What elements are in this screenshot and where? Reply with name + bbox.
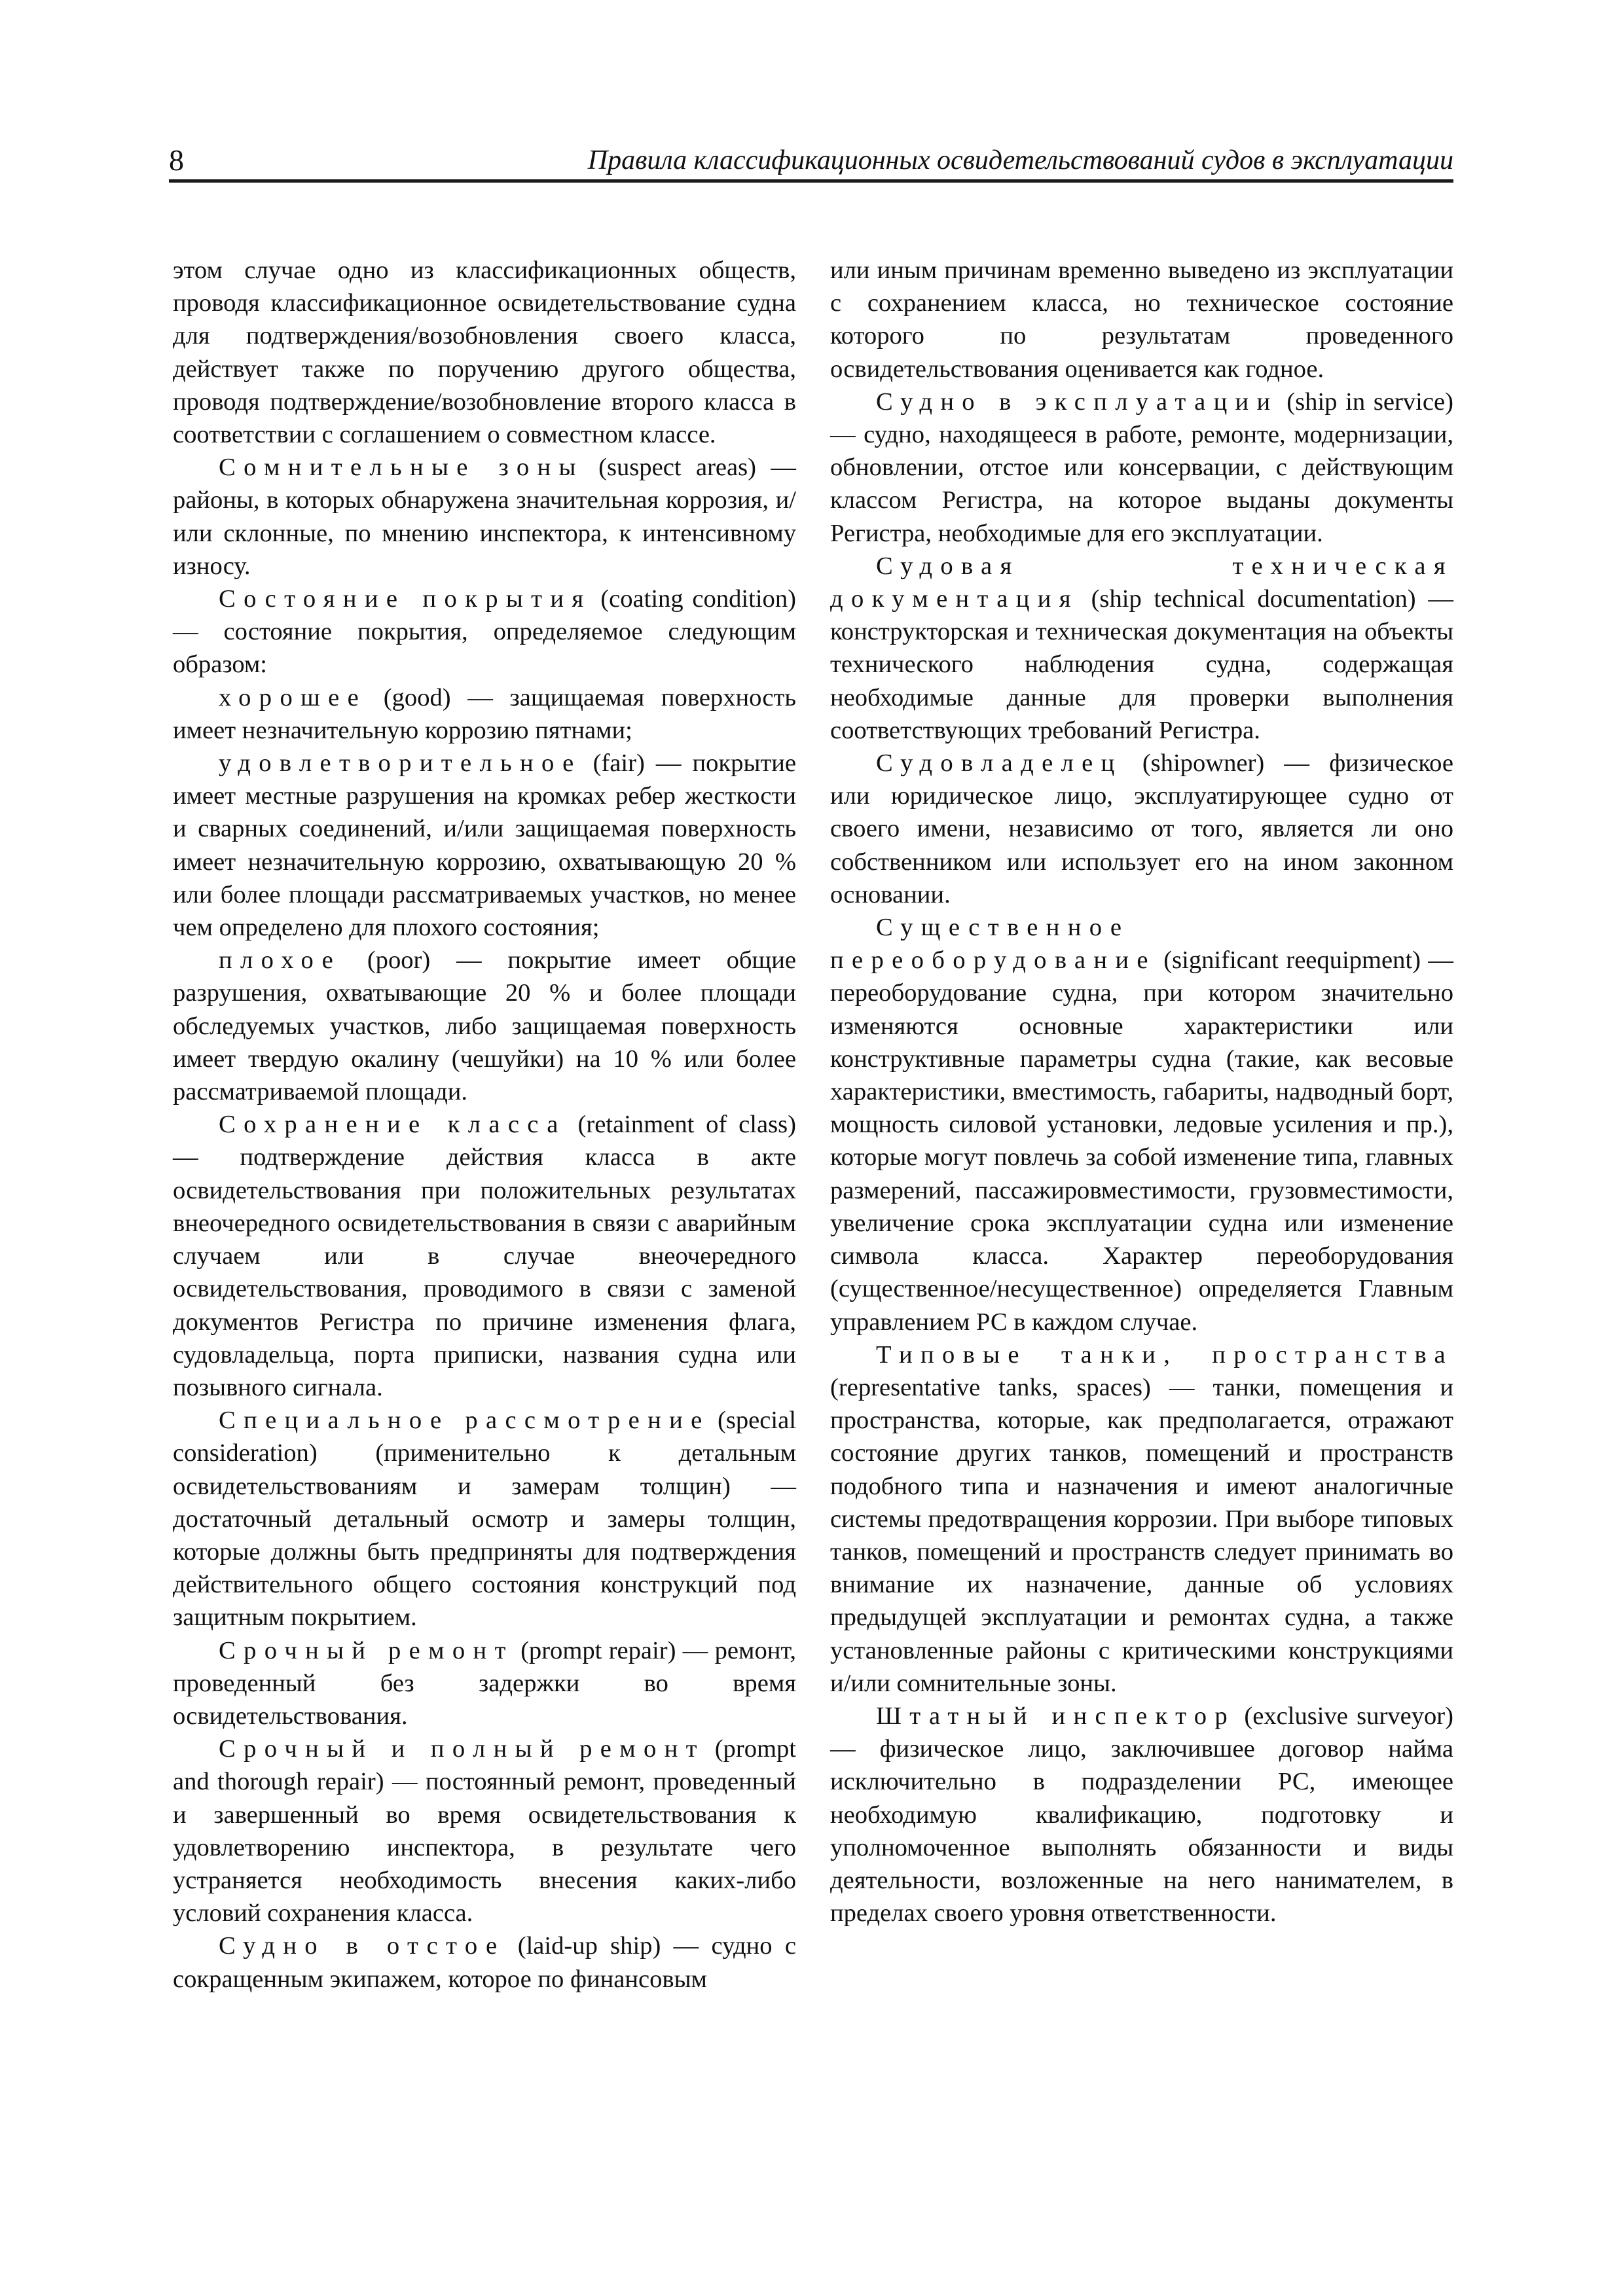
page-header bbox=[169, 139, 1453, 183]
running-title: Правила классификационных освидетельствований судов в эксплуатации bbox=[587, 145, 1453, 175]
definition-text: (special consideration) (применительно к детальным освидетельствованиям и замерам толщин) — достаточный детальный осмотр и замеры толщин, которые должны быть предприняты для подтверждения действительного общего состояния конструкций под защитным покрытием. bbox=[173, 1407, 796, 1632]
definition-paragraph bbox=[173, 1108, 796, 1404]
definition-text: (suspect areas) — районы, в которых обнаружена значительная коррозия, и/или склонные, по мнению инспектора, к интенсивному износу. bbox=[173, 454, 796, 580]
defined-term: удовлетворительное bbox=[219, 749, 582, 778]
defined-term: Специальное рассмотрение bbox=[219, 1407, 710, 1435]
definition-text: (significant reequipment) — переоборудование судна, при котором значительно изменяются основные характеристики или конструктивные параметры судна (такие, как весовые характеристики, вместимость, габариты, надводный борт, мощность силовой установки, ледовые усиления и пр.), которые могут повлечь за собой изменение типа, главных размерений, пассажировместимости, грузовместимости, увеличение срока эксплуатации судна или изменение символа класса. Характер переоборудования (существенное/несущественное) определяется Главным управлением РС в каждом случае. bbox=[830, 946, 1453, 1336]
definition-paragraph bbox=[173, 451, 796, 583]
paragraph bbox=[830, 254, 1453, 386]
definition-text: этом случае одно из классификационных обществ, проводя классификационное освидетельствование судна для подтверждения/возобновления своего класса, действует также по поручению другого общества, проводя подтверждение/возобновление второго класса в соответствии с соглашением о совместном классе. bbox=[173, 257, 796, 449]
defined-term: Сохранение класса bbox=[219, 1111, 566, 1139]
definition-text: (prompt repair) — ремонт, проведенный без задержки во время освидетельствования. bbox=[173, 1636, 796, 1730]
definition-paragraph bbox=[173, 1929, 796, 1995]
definition-paragraph bbox=[173, 747, 796, 944]
paragraph bbox=[173, 254, 796, 451]
definition-text: (ship technical documentation) — конструкторская и техническая документация на объекты технического наблюдения судна, содержащая необходимые данные для проверки выполнения соответствующих требований Регистра. bbox=[830, 585, 1453, 744]
defined-term: Судовая техническая документация bbox=[830, 552, 1453, 613]
definition-paragraph bbox=[173, 1404, 796, 1634]
defined-term: Сомнительные зоны bbox=[219, 454, 584, 482]
defined-term: Судно в эксплуатации bbox=[876, 387, 1279, 416]
defined-term: хорошее bbox=[219, 683, 367, 711]
definition-text: (exclusive surveyor) — физическое лицо, заключившее договор найма исключительно в подразделении РС, имеющее необходимую квалификацию, подготовку и уполномоченное выполнять обязанности и виды деятельности, возложенные на него нанимателем, в пределах своего уровня ответственности. bbox=[830, 1702, 1453, 1928]
definition-text: (ship in service) — судно, находящееся в работе, ремонте, модернизации, обновлении, отстое или консервации, с действующим классом Регистра, на которое выданы документы Регистра, необходимые для его эксплуатации. bbox=[830, 387, 1453, 547]
defined-term: Штатный инспектор bbox=[876, 1702, 1236, 1730]
page-number: 8 bbox=[169, 143, 184, 177]
definition-text: (laid-up ship) — судно с сокращенным экипажем, которое по финансовым bbox=[173, 1932, 796, 1993]
definition-paragraph bbox=[830, 1338, 1453, 1700]
definition-paragraph bbox=[173, 681, 796, 747]
definition-text: (retainment of class) — подтверждение действия класса в акте освидетельствования при положительных результатах внеочередного освидетельствования в связи с аварийным случаем или в случае внеочередного освидетельствования, проводимого в связи с заменой документов Регистра по причине изменения флага, судовладельца, порта приписки, названия судна или позывного сигнала. bbox=[173, 1111, 796, 1401]
defined-term: Судовладелец bbox=[876, 749, 1123, 778]
definition-text: (representative tanks, spaces) — танки, помещения и пространства, которые, как предполагается, отражают состояние других танков, помещений и пространств подобного типа и назначения и имеют аналогичные системы предотвращения коррозии. При выборе типовых танков, помещений и пространств следует принимать во внимание их назначение, данные об условиях предыдущей эксплуатации и ремонтах судна, а также установленные районы с критическими конструкциями и/или сомнительные зоны. bbox=[830, 1373, 1453, 1697]
definition-text: (prompt and thorough repair) — постоянный ремонт, проведенный и завершенный во время освидетельствования к удовлетворению инспектора, в результате чего устраняется необходимость внесения каких-либо условий сохранения класса. bbox=[173, 1735, 796, 1928]
defined-term: Существенное переоборудование bbox=[830, 914, 1156, 975]
definition-paragraph bbox=[830, 911, 1453, 1338]
definition-text: или иным причинам временно выведено из эксплуатации с сохранением класса, но техническое состояние которого по результатам проведенного освидетельствования оценивается как годное. bbox=[830, 257, 1453, 383]
definition-paragraph bbox=[173, 944, 796, 1108]
defined-term: Срочный и полный ремонт bbox=[219, 1735, 705, 1763]
defined-term: Состояние покрытия bbox=[219, 585, 592, 613]
left-column bbox=[173, 254, 796, 1996]
defined-term: Срочный ремонт bbox=[219, 1636, 514, 1664]
definition-paragraph bbox=[830, 386, 1453, 550]
defined-term: Судно в отстое bbox=[219, 1932, 505, 1960]
defined-term: Типовые танки, пространства bbox=[876, 1340, 1453, 1369]
definition-paragraph bbox=[830, 550, 1453, 747]
definition-text: (fair) — покрытие имеет местные разрушения на кромках ребер жесткости и сварных соединений, и/или защищаемая поверхность имеет незначительную коррозию, охватывающую 20 % или более площади рассматриваемых участков, но менее чем определено для плохого состояния; bbox=[173, 749, 796, 942]
definition-text: (shipowner) — физическое или юридическое лицо, эксплуатирующее судно от своего имени, независимо от того, является ли оно собственником или использует его на ином законном основании. bbox=[830, 749, 1453, 908]
definition-paragraph bbox=[830, 747, 1453, 911]
right-column bbox=[830, 254, 1453, 1929]
definition-text: (coating condition) — состояние покрытия, определяемое следующим образом: bbox=[173, 585, 796, 679]
definition-text: (poor) — покрытие имеет общие разрушения, охватывающие 20 % и более площади обследуемых участков, либо защищаемая поверхность имеет твердую окалину (чешуйки) на 10 % или более рассматриваемой площади. bbox=[173, 946, 796, 1106]
defined-term: плохое bbox=[219, 946, 342, 975]
definition-paragraph bbox=[173, 583, 796, 681]
definition-paragraph bbox=[830, 1700, 1453, 1929]
definition-paragraph bbox=[173, 1732, 796, 1929]
definition-paragraph bbox=[173, 1634, 796, 1733]
definition-text: (good) — защищаемая поверхность имеет незначительную коррозию пятнами; bbox=[173, 683, 796, 744]
